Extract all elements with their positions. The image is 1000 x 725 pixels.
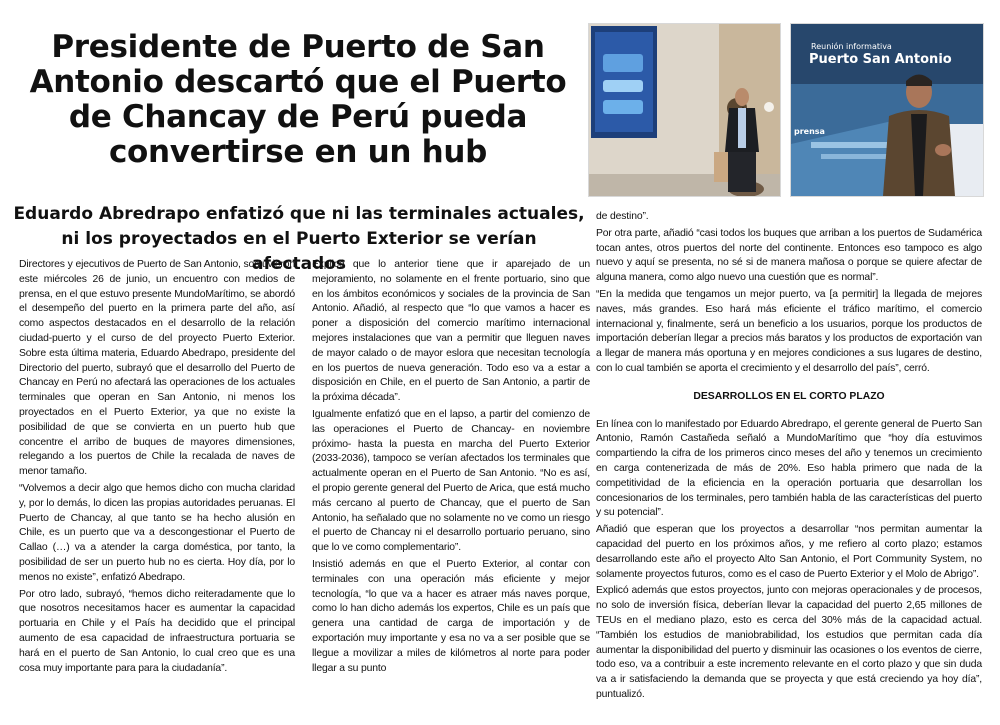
- photo-presenter-left-image: [589, 24, 780, 196]
- paragraph: En línea con lo manifestado por Eduardo Abredrapo, el gerente general de Puerto San Antonio, Ramón Castañeda señaló a MundoMarítimo que “hoy día estuvimos compartiendo la cifra de los primeros cinco meses del año y tenemos un crecimiento en carga contenerizada de más de 20%. Eso habla primero que nada de la competitividad de la eficiencia en la operación portuaria que desarrollan los concesionarios de los terminales, pero también habla de las características del puerto y su potencial”.: [596, 418, 982, 519]
- photo-presenter-right: [790, 23, 984, 197]
- paragraph: de destino”.: [596, 211, 649, 222]
- article-column-3: [596, 210, 982, 705]
- paragraph: Insistió además en que el Puerto Exterior, al contar con terminales con una operación más eficiente y mejor tecnología, “lo que va a hacer es atraer más naves porque, como lo han dicho además los expertos, Chile es un país que genera una cantidad de carga de importación y de exportación muy importante y esa no va a ser posible que se llegue a movilizar a miles de kilómetros al norte para poder llegar a su punto: [312, 558, 590, 674]
- photo-presenter-left: [588, 23, 781, 197]
- slide-caption: Reunión informativa: [811, 42, 892, 51]
- paragraph: “En la medida que tengamos un mejor puerto, va [a permitir] la llegada de mejores naves, más grandes. Eso hará más eficiente el tráfico marítimo, el comercio internacional y, finalmente, será un beneficio a los usuarios, porque los productos de importación deberían llegar a precios más baratos y los productos de exportación van a llegar de manera más oportuna y en mejores condiciones a sus lugares de destino, con lo cual también se aporta el crecimiento y el desarrollo del país”, cerró.: [596, 288, 982, 374]
- paragraph: “Volvemos a decir algo que hemos dicho con mucha claridad y, por lo demás, lo dicen las propias autoridades peruanas. El Puerto de Chancay, al que tanto se ha hecho alusión en Chile, es un puerto que va a descongestionar el Puerto de Callao (…) va a atender la carga doméstica, por tanto, la posibilidad de ser un puerto hub no es cierta. Hoy día, por lo menos no existe”, enfatizó Abedrapo.: [19, 482, 295, 583]
- section-heading: DESARROLLOS EN EL CORTO PLAZO: [693, 390, 885, 402]
- article-column-1: [19, 258, 295, 678]
- slide-title: Puerto San Antonio: [809, 52, 952, 67]
- paragraph: Explicó además que estos proyectos, junto con mejoras operacionales y de procesos, no solo de inversión física, deberían llevar la capacidad del puerto 2,65 millones de TEUs en el mediano plazo, esto es cerca del 30% más de la capacidad actual. “También los estudios de maniobrabilidad, los estudios que permitan cada día aumentar la disponibilidad del puerto y disminuir las ocasiones o los eventos de cierre, todo eso, va a contribuir a este incremento relevante en el corto plazo y que sin duda va a ir satisfaciendo la demanda que se proyecta y que está creciendo ya hoy día”, puntualizó.: [596, 585, 982, 700]
- chevron-right-icon[interactable]: [764, 102, 774, 112]
- article-column-2: [312, 258, 590, 678]
- slide-footer: prensa: [794, 127, 825, 136]
- paragraph: Añadió que esperan que los proyectos a desarrollar “nos permitan aumentar la capacidad del puerto en los próximos años, y me refiero al corto plazo; estamos desarrollando este año el proyecto Alto San Antonio, el Port Community System, no solamente proyectos futuros, como es el caso de Puerto Exterior y el Molo de Abrigo”.: [596, 524, 982, 580]
- paragraph: Explicó que lo anterior tiene que ir aparejado de un mejoramiento, no solamente en el frente portuario, sino que en los ámbitos económicos y sociales de la provincia de San Antonio. Añadió, al respecto que “lo que vamos a hacer es poner a disposición del comercio marítimo internacional mejores instalaciones que van a permitir que lleguen naves de mayor calado o de mayor eslora que necesitan tecnología en los puertos de nueva generación. Todo eso va a estar a disposición en Chile, en el puerto de San Antonio, a partir de la próxima década”.: [312, 259, 590, 404]
- paragraph: Igualmente enfatizó que en el lapso, a partir del comienzo de las operaciones el Puerto de Chancay- en noviembre próximo- hasta la puesta en marcha del Puerto Exterior (2033-2036), tampoco se verían afectados los terminales que actualmente operan en el Puerto de San Antonio. “No es así, el propio gerente general del Puerto de Arica, que está mucho más cercano al puerto de Chancay, que el puerto de San Antonio, ha señalado que no solamente no ve como un riesgo el puerto de Chancay ni el desarrollo portuario peruano, sino que lo ve como complementario”.: [312, 408, 590, 554]
- paragraph: Directores y ejecutivos de Puerto de San Antonio, sostuvieron este miércoles 26 de junio, un encuentro con medios de prensa, en el que estuvo presente MundoMarítimo, se abordó el desempeño del puerto en la primera parte del año, así como aspectos destacados en el desarrollo de la relación ciudad-puerto y el curso de del proyecto Puerto Exterior. Sobre esta última materia, Eduardo Abedrapo, presidente del Directorio del puerto, subrayó que el desarrollo del Puerto de Chancay en Perú no afectará las operaciones de los actuales terminales que operan en San Antonio, ni menos los proyectados en el Puerto Exterior, ya que no existe la posibilidad de que se convierta en un puerto hub que concentre el arribo de buques de mayores dimensiones, relegando a los puertos de Chile la recalada de naves de menor tamaño.: [19, 259, 295, 478]
- paragraph: Por otro lado, subrayó, “hemos dicho reiteradamente que lo que nosotros necesitamos hacer es aumentar la capacidad portuaria en Chile y el País ha decidido que el principal aumento de esa capacidad de infraestructura portuaria se hará en el puerto de San Antonio, lo cual creo que es una cosa muy importante para para la ciudadanía”.: [19, 588, 295, 674]
- subheadline: Eduardo Abredrapo enfatizó que ni las terminales actuales, ni los proyectados en el Puerto Exterior se verían afectados: [13, 204, 585, 274]
- headline: Presidente de Puerto de San Antonio descartó que el Puerto de Chancay de Perú pueda convertirse en un hub: [29, 29, 567, 170]
- paragraph: Por otra parte, añadió “casi todos los buques que arriban a los puertos de Sudamérica tocan antes, otros puertos del norte del continente. Entonces eso tampoco es algo nuevo y aquí se presenta, no sé si de manera mañosa o porque se quiere afectar de alguna manera, como algo nuevo una cuestión que es normal”.: [596, 227, 982, 284]
